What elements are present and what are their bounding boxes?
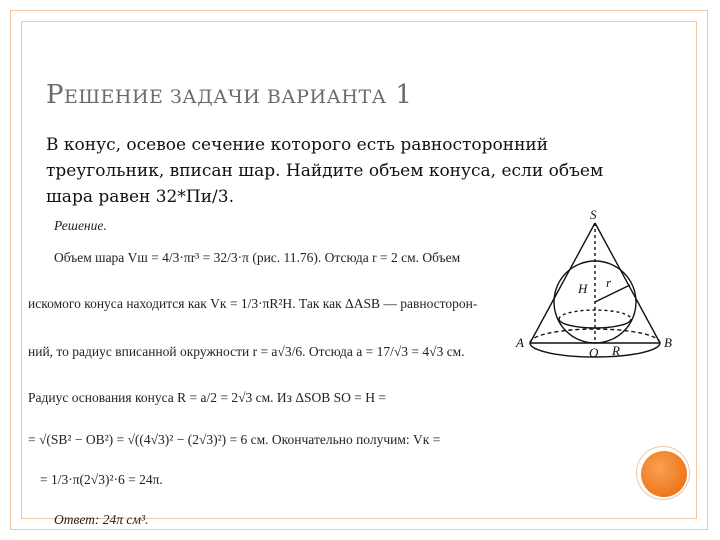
label-s: S [590, 207, 597, 222]
solution-line-4: Радиус основания конуса R = a/2 = 2√3 см. Из ΔSOB SO = H = [28, 390, 387, 405]
decorative-orange-circle [641, 451, 687, 497]
solution-line-1: Объем шара Vш = 4/3·πr³ = 32/3·π (рис. 11.76). Отсюда r = 2 см. Объем [54, 250, 461, 265]
slide-title [46, 80, 412, 110]
label-a: A [516, 335, 524, 350]
solution-line-2: искомого конуса находится как Vк = 1/3·πR²H. Так как ΔASB — равносторон- [28, 296, 478, 311]
label-b: B [664, 335, 672, 350]
label-o: O [589, 345, 599, 360]
title-number: 1 [395, 80, 413, 110]
title-first-letter: Р [46, 80, 64, 110]
label-r-small: r [606, 275, 612, 290]
sphere-radius-line [595, 285, 630, 302]
solution-line-5: = √(SB² − OB²) = √((4√3)² − (2√3)²) = 6 см. Окончательно получим: Vк = [28, 432, 441, 447]
problem-text: В конус, осевое сечение которого есть равносторонний треугольник, вписан шар. Найдите объем конуса, если объем шара равен 32*Пи/3. [46, 135, 604, 207]
label-r: R [612, 343, 620, 358]
solution-answer: Ответ: 24π см³. [54, 512, 149, 527]
solution-line-6: = 1/3·π(2√3)²·6 = 24π. [40, 472, 163, 487]
cone-right-edge [595, 223, 660, 343]
title-rest: ЕШЕНИЕ ЗАДАЧИ ВАРИАНТА [64, 86, 387, 108]
scanned-solution [28, 212, 488, 532]
cone-sphere-figure [508, 205, 688, 365]
label-h: H [578, 281, 588, 296]
solution-line-3: ний, то радиус вписанной окружности r = a√3/6. Отсюда a = 17/√3 = 4√3 см. [28, 344, 465, 359]
solution-heading: Решение. [54, 218, 107, 233]
